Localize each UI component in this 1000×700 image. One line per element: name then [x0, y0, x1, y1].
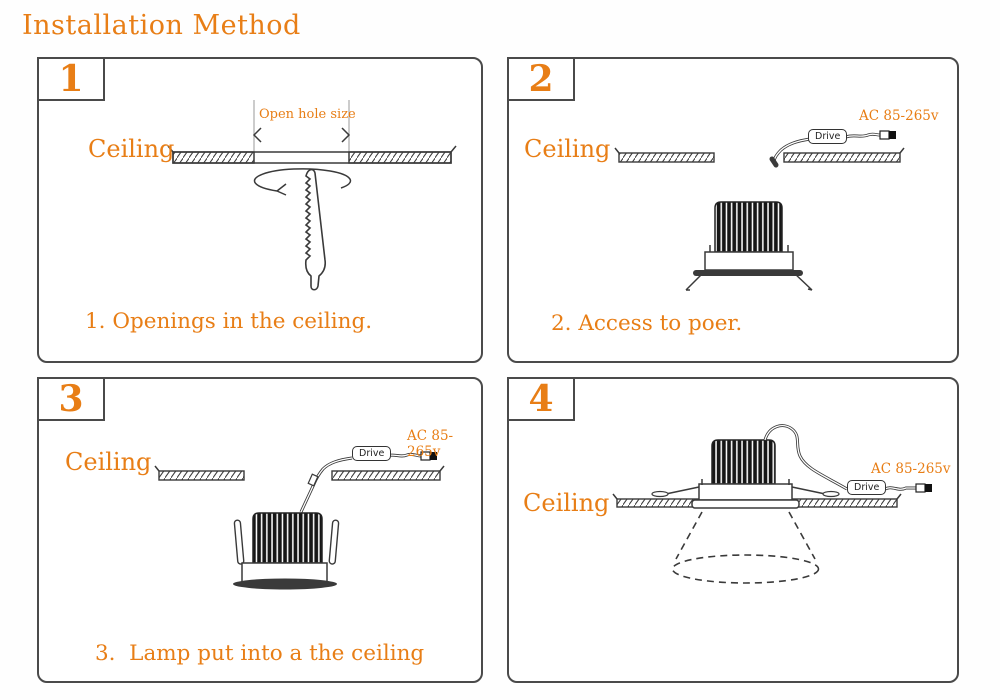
- downlight-lamp-icon: [233, 513, 339, 590]
- step-number: 4: [528, 378, 554, 420]
- step-caption: 2. Access to poer.: [551, 311, 743, 336]
- step-caption: 3. Lamp put into a the ceiling: [95, 641, 425, 666]
- downlight-lamp-icon: [686, 202, 812, 290]
- step-number-box: [37, 57, 105, 101]
- panel-step-1: [37, 57, 483, 363]
- panel-step-2: [507, 57, 959, 363]
- ceiling-label: Ceiling: [523, 489, 610, 517]
- power-rating-label: AC 85-265v: [407, 428, 454, 460]
- step-number-box: [37, 377, 105, 421]
- ceiling-section-icon: [615, 148, 904, 162]
- page-title: Installation Method: [22, 10, 301, 41]
- hole-saw-icon: [255, 169, 351, 290]
- power-plug-icon: [916, 484, 932, 492]
- step4-diagram: [509, 379, 957, 681]
- step-number: 3: [58, 378, 84, 420]
- ceiling-section-icon: [155, 466, 444, 480]
- panel-step-3: [37, 377, 483, 683]
- light-beam-icon: [673, 512, 819, 583]
- power-rating-label: AC 85-265v: [871, 461, 951, 477]
- ceiling-label: Ceiling: [88, 135, 175, 163]
- step-number: 2: [528, 58, 554, 100]
- step3-diagram: [39, 379, 481, 681]
- step-number-box: [507, 377, 575, 421]
- step-caption: 1. Openings in the ceiling.: [85, 309, 373, 334]
- downlight-lamp-icon: [652, 440, 839, 508]
- power-rating-label: AC 85-265v: [859, 108, 939, 124]
- panel-step-4: [507, 377, 959, 683]
- power-wire: [301, 454, 421, 512]
- power-wire: [765, 426, 916, 490]
- driver-box: Drive: [352, 446, 391, 461]
- ceiling-section-icon: [168, 146, 456, 163]
- step-number-box: [507, 57, 575, 101]
- open-hole-size-label: Open hole size: [259, 107, 356, 122]
- power-plug-icon: [880, 131, 896, 139]
- step-number: 1: [58, 58, 84, 100]
- driver-box: Drive: [847, 480, 886, 495]
- ceiling-label: Ceiling: [524, 135, 611, 163]
- driver-box: Drive: [808, 129, 847, 144]
- ceiling-label: Ceiling: [65, 448, 152, 476]
